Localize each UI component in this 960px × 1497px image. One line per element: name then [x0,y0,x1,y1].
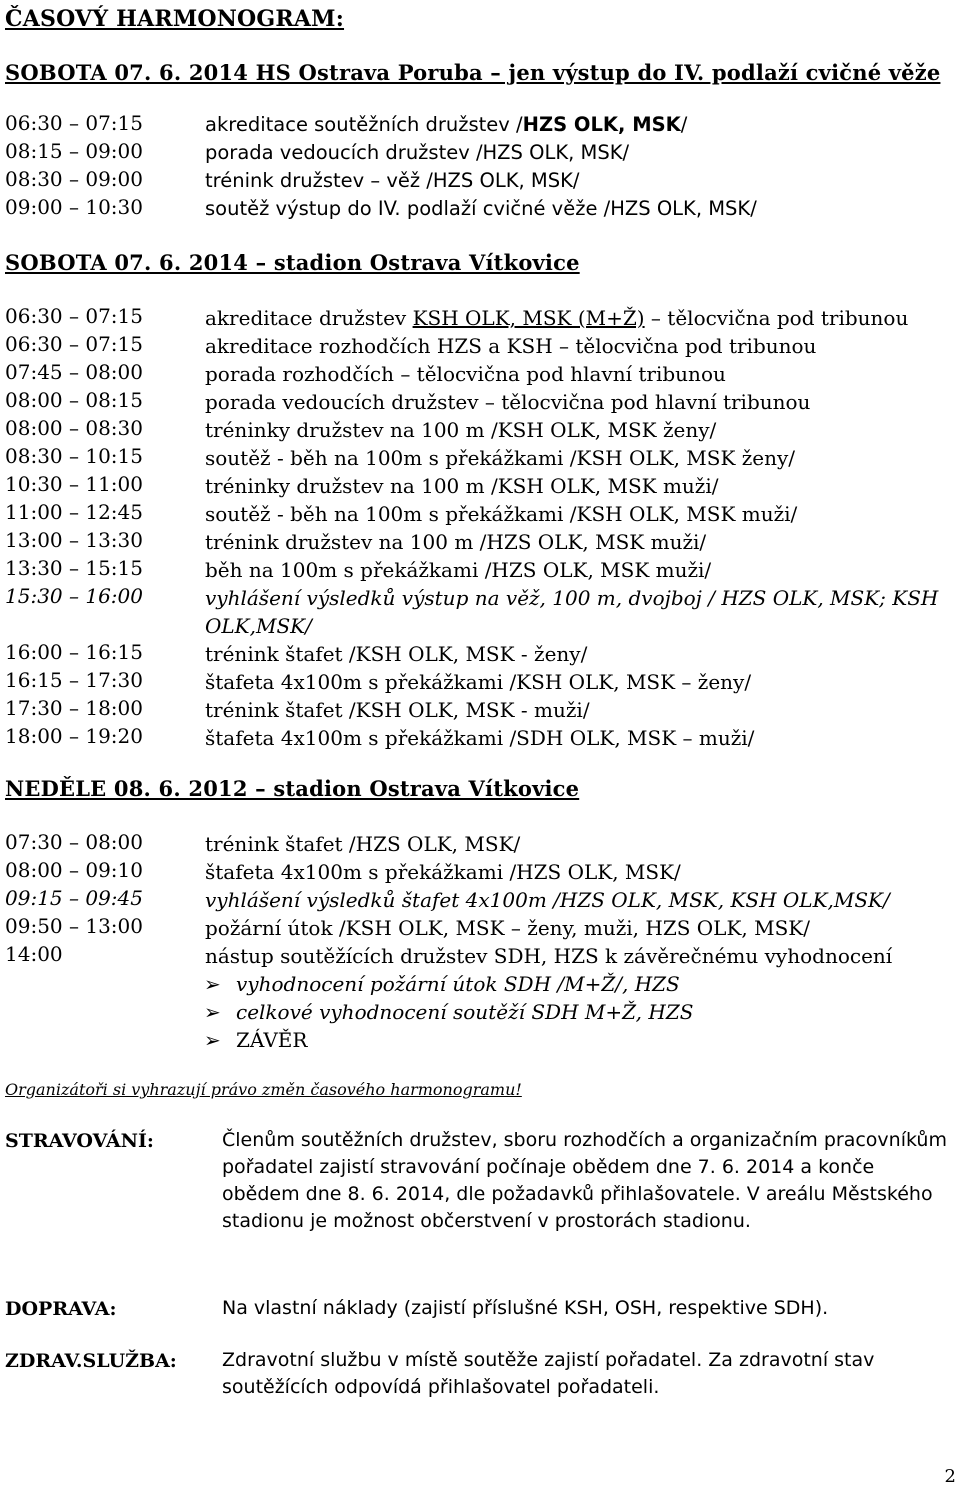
row-desc: porada vedoucích družstev /HZS OLK, MSK/ [205,141,630,164]
bullet-text: ZÁVĚR [236,1028,308,1052]
row-time: 16:15 – 17:30 [5,668,143,692]
medical-service-label: ZDRAV.SLUŽBA: [5,1350,177,1372]
row-time: 06:30 – 07:15 [5,332,143,356]
schedule-row [5,332,952,360]
row-desc [205,304,952,332]
row-time: 15:30 – 16:00 [5,584,143,608]
bullet-item [204,970,693,998]
closing-bullet-list [204,970,693,1054]
schedule-row [5,724,952,752]
schedule-change-note: Organizátoři si vyhrazují právo změn časového harmonogramu! [5,1080,522,1099]
row-desc: soutěž - běh na 100m s překážkami /KSH OLK, MSK muži/ [205,502,798,526]
row-desc: vyhlášení výsledků výstup na věž, 100 m, dvojboj / HZS OLK, MSK; KSH OLK,MSK/ [205,586,939,638]
row-desc: porada rozhodčích – tělocvična pod hlavní tribunou [205,362,726,386]
section3-heading: NEDĚLE 08. 6. 2012 – stadion Ostrava Vítkovice [5,776,580,801]
row-desc: vyhlášení výsledků štafet 4x100m /HZS OLK, MSK, KSH OLK,MSK/ [205,888,890,912]
schedule-row [5,167,952,195]
row-desc: trénink štafet /HZS OLK, MSK/ [205,832,521,856]
row-desc: štafeta 4x100m s překážkami /SDH OLK, MSK – muži/ [205,726,755,750]
medical-service-text: Zdravotní službu v místě soutěže zajistí pořadatel. Za zdravotní stav soutěžících odpovídá přihlašovatel pořadateli. [222,1349,875,1398]
row-time: 10:30 – 11:00 [5,472,143,496]
row-time: 08:00 – 08:15 [5,388,143,412]
row-time: 13:30 – 15:15 [5,556,143,580]
transport-label: DOPRAVA: [5,1298,117,1320]
bullet-item [204,998,693,1026]
row-time: 07:45 – 08:00 [5,360,143,384]
schedule-row [5,668,952,696]
schedule-row [5,858,952,886]
row-time: 09:50 – 13:00 [5,914,143,938]
schedule-row [5,886,952,914]
schedule-row [5,640,952,668]
row-desc: požární útok /KSH OLK, MSK – ženy, muži, HZS OLK, MSK/ [205,916,810,940]
schedule-row [5,584,952,640]
row-desc: nástup soutěžících družstev SDH, HZS k závěrečnému vyhodnocení [205,944,893,968]
row-desc: soutěž - běh na 100m s překážkami /KSH OLK, MSK ženy/ [205,446,796,470]
row-desc: trénink družstev na 100 m /HZS OLK, MSK muži/ [205,530,707,554]
arrow-bullet-icon: ➢ [204,1028,221,1052]
row-desc: trénink štafet /KSH OLK, MSK - muži/ [205,698,590,722]
schedule-row [5,388,952,416]
section1-heading: SOBOTA 07. 6. 2014 HS Ostrava Poruba – jen výstup do IV. podlaží cvičné věže [5,60,941,85]
row-desc: běh na 100m s překážkami /HZS OLK, MSK muži/ [205,558,712,582]
row-time: 08:30 – 10:15 [5,444,143,468]
arrow-bullet-icon: ➢ [204,1000,221,1024]
row-desc [205,111,952,139]
row-time: 08:15 – 09:00 [5,139,143,163]
document-title: ČASOVÝ HARMONOGRAM: [5,6,345,32]
schedule-row [5,416,952,444]
row-desc-underlined: KSH OLK, MSK (M+Ž) [412,306,645,330]
row-time: 08:00 – 09:10 [5,858,143,882]
arrow-bullet-icon: ➢ [204,972,221,996]
row-desc: soutěž výstup do IV. podlaží cvičné věže /HZS OLK, MSK/ [205,197,757,220]
row-desc-bold: HZS OLK, MSK [522,113,681,136]
row-desc: tréninky družstev na 100 m /KSH OLK, MSK muži/ [205,474,719,498]
row-time: 16:00 – 16:15 [5,640,143,664]
row-desc-tail: / [680,113,688,136]
row-time: 08:30 – 09:00 [5,167,143,191]
row-time: 09:00 – 10:30 [5,195,143,219]
schedule-row [5,472,952,500]
row-desc: akreditace rozhodčích HZS a KSH – tělocvična pod tribunou [205,334,817,358]
row-desc: porada vedoucích družstev – tělocvična pod hlavní tribunou [205,390,811,414]
row-time: 06:30 – 07:15 [5,111,143,135]
schedule-row [5,942,952,970]
catering-label: STRAVOVÁNÍ: [5,1130,154,1152]
row-time: 17:30 – 18:00 [5,696,143,720]
row-time: 13:00 – 13:30 [5,528,143,552]
bullet-item [204,1026,693,1054]
page-number: 2 [944,1466,956,1487]
row-time: 06:30 – 07:15 [5,304,143,328]
schedule-row [5,304,952,332]
row-time: 09:15 – 09:45 [5,886,143,910]
schedule-row [5,111,952,139]
row-desc: štafeta 4x100m s překážkami /HZS OLK, MSK/ [205,860,681,884]
schedule-row [5,444,952,472]
row-desc: trénink družstev – věž /HZS OLK, MSK/ [205,169,580,192]
row-time: 07:30 – 08:00 [5,830,143,854]
row-desc: tréninky družstev na 100 m /KSH OLK, MSK ženy/ [205,418,717,442]
bullet-text: celkové vyhodnocení soutěží SDH M+Ž, HZS [236,1000,694,1024]
schedule-row [5,139,952,167]
row-desc-text: akreditace družstev [205,306,413,330]
schedule-row [5,500,952,528]
bullet-text: vyhodnocení požární útok SDH /M+Ž/, HZS [236,972,680,996]
schedule-row [5,528,952,556]
row-time: 11:00 – 12:45 [5,500,143,524]
row-desc-text: akreditace soutěžních družstev / [205,113,523,136]
row-desc-tail: – tělocvična pod tribunou [644,306,909,330]
schedule-row [5,830,952,858]
row-desc: štafeta 4x100m s překážkami /KSH OLK, MSK – ženy/ [205,670,752,694]
row-desc: trénink štafet /KSH OLK, MSK - ženy/ [205,642,588,666]
schedule-row [5,914,952,942]
row-time: 18:00 – 19:20 [5,724,143,748]
row-time: 14:00 [5,942,63,966]
row-time: 08:00 – 08:30 [5,416,143,440]
schedule-row [5,556,952,584]
schedule-row [5,360,952,388]
section2-heading: SOBOTA 07. 6. 2014 – stadion Ostrava Vítkovice [5,250,580,275]
schedule-row [5,195,952,223]
transport-text: Na vlastní náklady (zajistí příslušné KSH, OSH, respektive SDH). [222,1297,829,1319]
schedule-row [5,696,952,724]
catering-text: Členům soutěžních družstev, sboru rozhodčích a organizačním pracovníkům pořadatel zajistí stravování počínaje obědem dne 7. 6. 2014 a konče obědem dne 8. 6. 2014, dle požadavků přihlašovatele. V areálu Městského stadionu je možnost občerstvení v prostorách stadionu. [222,1129,947,1232]
